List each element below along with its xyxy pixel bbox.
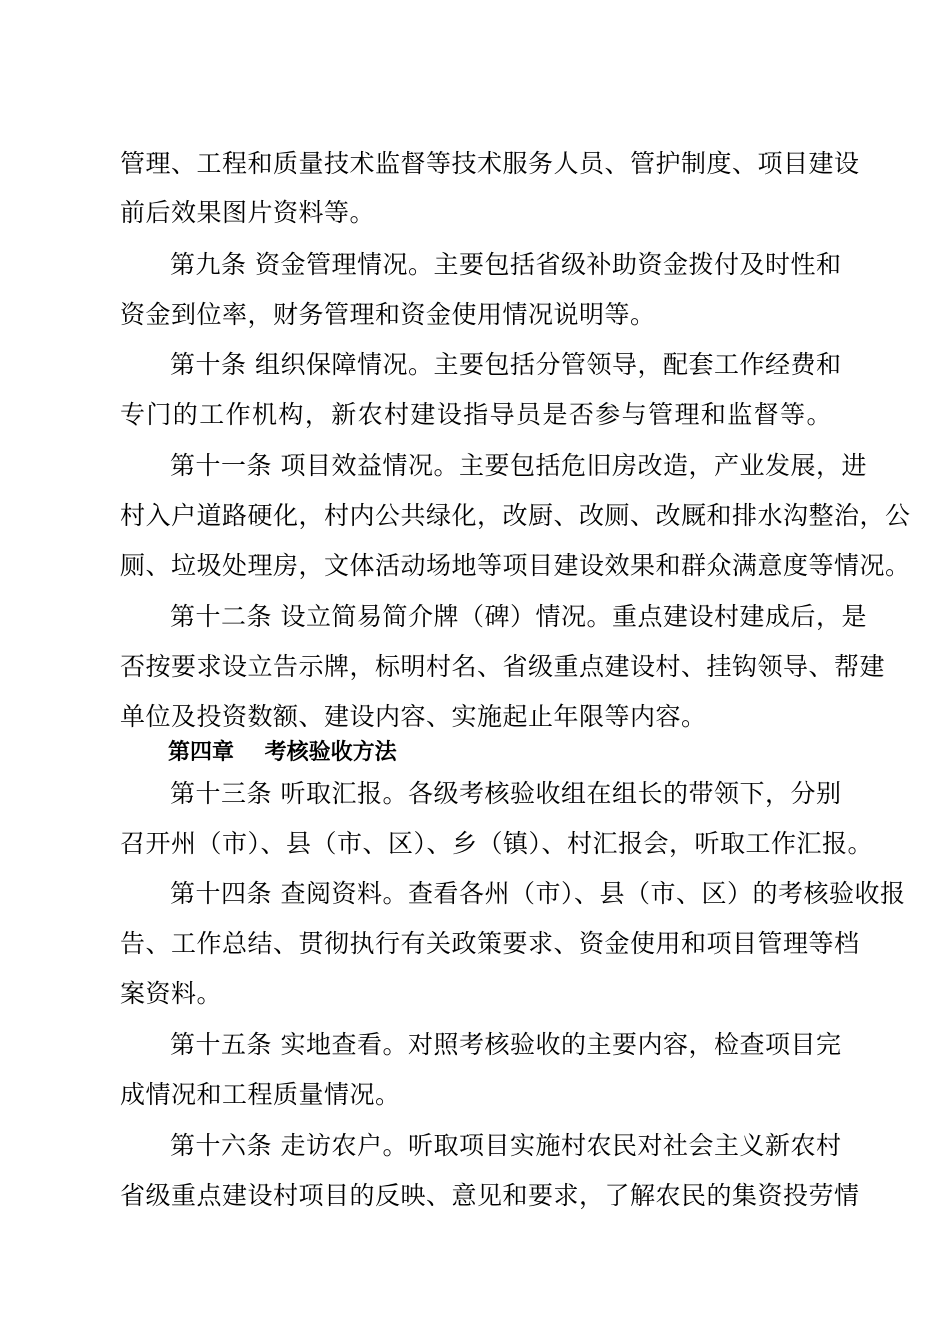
text-line: 召开州（市）、县（市、区）、乡（镇）、村汇报会，听取工作汇报。 <box>120 829 874 858</box>
text-line: 成情况和工程质量情况。 <box>120 1080 401 1109</box>
article-11: 第十一条 项目效益情况。主要包括危旧房改造，产业发展，进 <box>170 451 867 480</box>
text-line: 告、工作总结、贯彻执行有关政策要求、资金使用和项目管理等档 <box>120 929 860 958</box>
chapter-heading: 第四章 考核验收方法 <box>168 740 397 765</box>
text-line: 管理、工程和质量技术监督等技术服务人员、管护制度、项目建设 <box>120 149 860 178</box>
article-10: 第十条 组织保障情况。主要包括分管领导，配套工作经费和 <box>170 350 842 379</box>
article-14: 第十四条 查阅资料。查看各州（市）、县（市、区）的考核验收报 <box>170 879 906 908</box>
text-line: 专门的工作机构，新农村建设指导员是否参与管理和监督等。 <box>120 400 832 429</box>
article-13: 第十三条 听取汇报。各级考核验收组在组长的带领下，分别 <box>170 779 842 808</box>
article-12: 第十二条 设立简易简介牌（碑）情况。重点建设村建成后，是 <box>170 602 867 631</box>
text-line: 单位及投资数额、建设内容、实施起止年限等内容。 <box>120 702 707 731</box>
article-9: 第九条 资金管理情况。主要包括省级补助资金拨付及时性和 <box>170 250 842 279</box>
text-line: 资金到位率，财务管理和资金使用情况说明等。 <box>120 300 656 329</box>
text-line: 否按要求设立告示牌，标明村名、省级重点建设村、挂钩领导、帮建 <box>120 652 886 681</box>
text-line: 前后效果图片资料等。 <box>120 198 376 227</box>
text-line: 案资料。 <box>120 979 223 1008</box>
text-line: 村入户道路硬化，村内公共绿化，改厨、改厕、改厩和排水沟整治，公 <box>120 501 911 530</box>
article-16: 第十六条 走访农户。听取项目实施村农民对社会主义新农村 <box>170 1131 842 1160</box>
text-line: 厕、垃圾处理房，文体活动场地等项目建设效果和群众满意度等情况。 <box>120 551 911 580</box>
text-line: 省级重点建设村项目的反映、意见和要求，了解农民的集资投劳情 <box>120 1181 860 1210</box>
article-15: 第十五条 实地查看。对照考核验收的主要内容，检查项目完 <box>170 1030 842 1059</box>
